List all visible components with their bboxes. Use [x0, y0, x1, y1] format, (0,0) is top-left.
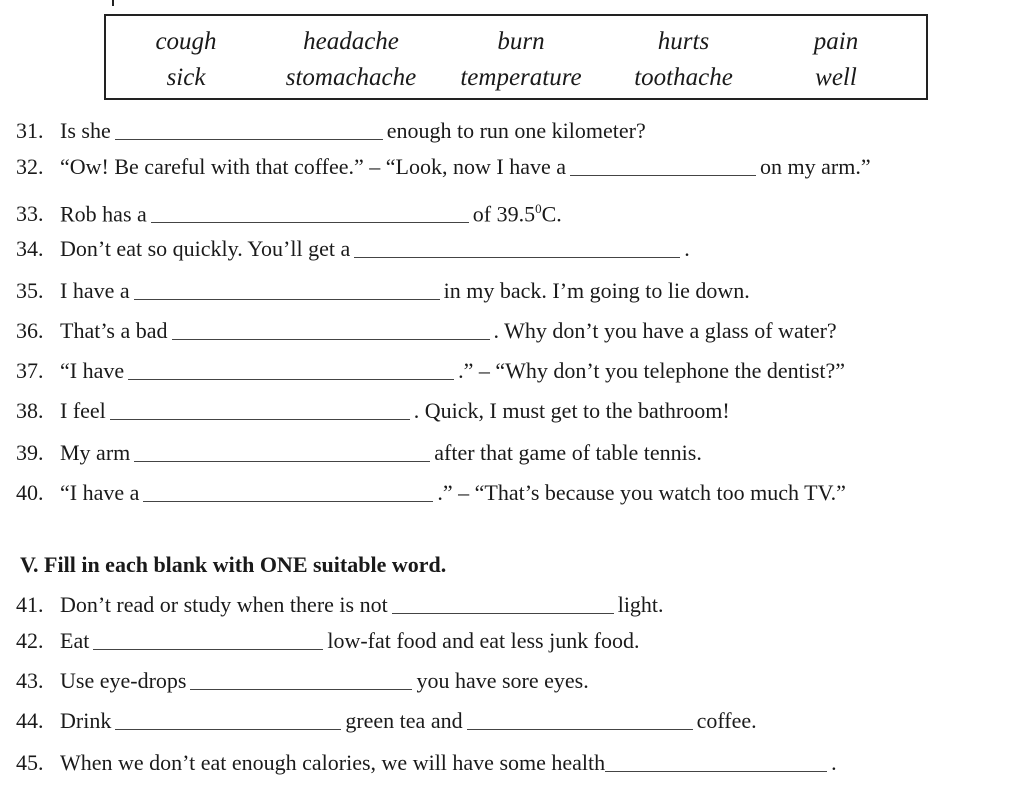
question-text: enough to run one kilometer? [386, 118, 646, 143]
degree-superscript: 0 [535, 201, 542, 216]
question-text: you have sore eyes. [416, 668, 589, 693]
question-text: Rob has a [60, 201, 147, 227]
word-bank-item: burn [497, 28, 545, 55]
word-bank-item: stomachache [285, 64, 417, 91]
answer-blank[interactable] [190, 688, 412, 690]
question-text: Don’t read or study when there is not [60, 592, 388, 617]
question-number: 40. [16, 480, 44, 505]
word-bank-box [104, 14, 928, 100]
word-bank-grid [106, 16, 926, 96]
question-text: . Why don’t you have a glass of water? [493, 318, 837, 343]
question-text: after that game of table tennis. [434, 440, 702, 465]
question-text: in my back. I’m going to lie down. [443, 278, 750, 303]
answer-blank[interactable] [151, 221, 469, 223]
answer-blank[interactable] [93, 648, 323, 650]
question-37 [16, 356, 845, 386]
question-34 [16, 234, 690, 264]
answer-blank[interactable] [605, 770, 827, 772]
question-number: 44. [16, 708, 44, 733]
word-bank-item: toothache [634, 64, 733, 91]
question-text: coffee. [696, 708, 757, 733]
question-text: I feel [60, 398, 106, 423]
question-45 [16, 748, 837, 778]
answer-blank[interactable] [143, 500, 433, 502]
question-text: My arm [60, 440, 131, 465]
question-43 [16, 666, 589, 696]
question-text: “I have a [60, 480, 140, 505]
word-bank-item: cough [155, 28, 217, 55]
question-number: 31. [16, 118, 44, 143]
question-text: . [684, 236, 690, 261]
question-text: Is she [60, 118, 111, 143]
section-heading: V. Fill in each blank with ONE suitable word. [20, 552, 447, 577]
question-32 [16, 152, 871, 182]
question-text: .” – “That’s because you watch too much TV.” [437, 480, 846, 505]
question-number: 38. [16, 398, 44, 423]
answer-blank[interactable] [110, 418, 410, 420]
answer-blank[interactable] [134, 460, 430, 462]
question-number: 43. [16, 668, 44, 693]
question-text: of 39.5 [472, 201, 536, 227]
question-text: . [831, 750, 837, 775]
question-33 [16, 194, 562, 229]
question-39 [16, 438, 702, 468]
question-text: .” – “Why don’t you telephone the dentist?” [458, 358, 846, 383]
question-text: When we don’t eat enough calories, we will have some health [60, 750, 606, 775]
question-31 [16, 116, 646, 146]
answer-blank[interactable] [467, 728, 693, 730]
question-number: 36. [16, 318, 44, 343]
top-margin-mark [112, 0, 120, 6]
question-text: “I have [60, 358, 125, 383]
question-text: low-fat food and eat less junk food. [327, 628, 640, 653]
word-bank-item: sick [166, 64, 206, 91]
answer-blank[interactable] [392, 612, 614, 614]
question-text: Use eye-drops [60, 668, 187, 693]
question-text: Drink [60, 708, 112, 733]
question-text: I have a [60, 278, 130, 303]
question-35 [16, 276, 750, 306]
question-number: 35. [16, 278, 44, 303]
word-bank-item: pain [813, 28, 859, 55]
word-bank-item: temperature [460, 64, 582, 91]
question-text: Eat [60, 628, 90, 653]
word-bank-item: headache [303, 28, 399, 55]
answer-blank[interactable] [115, 728, 341, 730]
question-text: Don’t eat so quickly. You’ll get a [60, 236, 351, 261]
question-text: “Ow! Be careful with that coffee.” – “Look, now I have a [60, 154, 566, 179]
word-bank-item: hurts [657, 28, 710, 55]
question-text: . Quick, I must get to the bathroom! [413, 398, 730, 423]
answer-blank[interactable] [172, 338, 490, 340]
answer-blank[interactable] [570, 174, 756, 176]
question-text: C. [541, 201, 562, 227]
question-number: 45. [16, 750, 44, 775]
question-number: 37. [16, 358, 44, 383]
word-bank-item: well [815, 64, 857, 91]
answer-blank[interactable] [134, 298, 440, 300]
question-41 [16, 590, 664, 620]
question-number: 42. [16, 628, 44, 653]
question-number: 39. [16, 440, 44, 465]
question-38 [16, 396, 730, 426]
question-number: 34. [16, 236, 44, 261]
question-text: on my arm.” [760, 154, 871, 179]
question-number: 32. [16, 154, 44, 179]
question-text: light. [617, 592, 664, 617]
question-42 [16, 626, 640, 656]
question-number: 41. [16, 592, 44, 617]
question-text: That’s a bad [60, 318, 168, 343]
answer-blank[interactable] [128, 378, 454, 380]
answer-blank[interactable] [354, 256, 680, 258]
question-40 [16, 478, 846, 508]
question-number: 33. [16, 201, 44, 227]
question-44 [16, 706, 757, 736]
answer-blank[interactable] [115, 138, 383, 140]
question-36 [16, 316, 837, 346]
question-text: green tea and [345, 708, 463, 733]
